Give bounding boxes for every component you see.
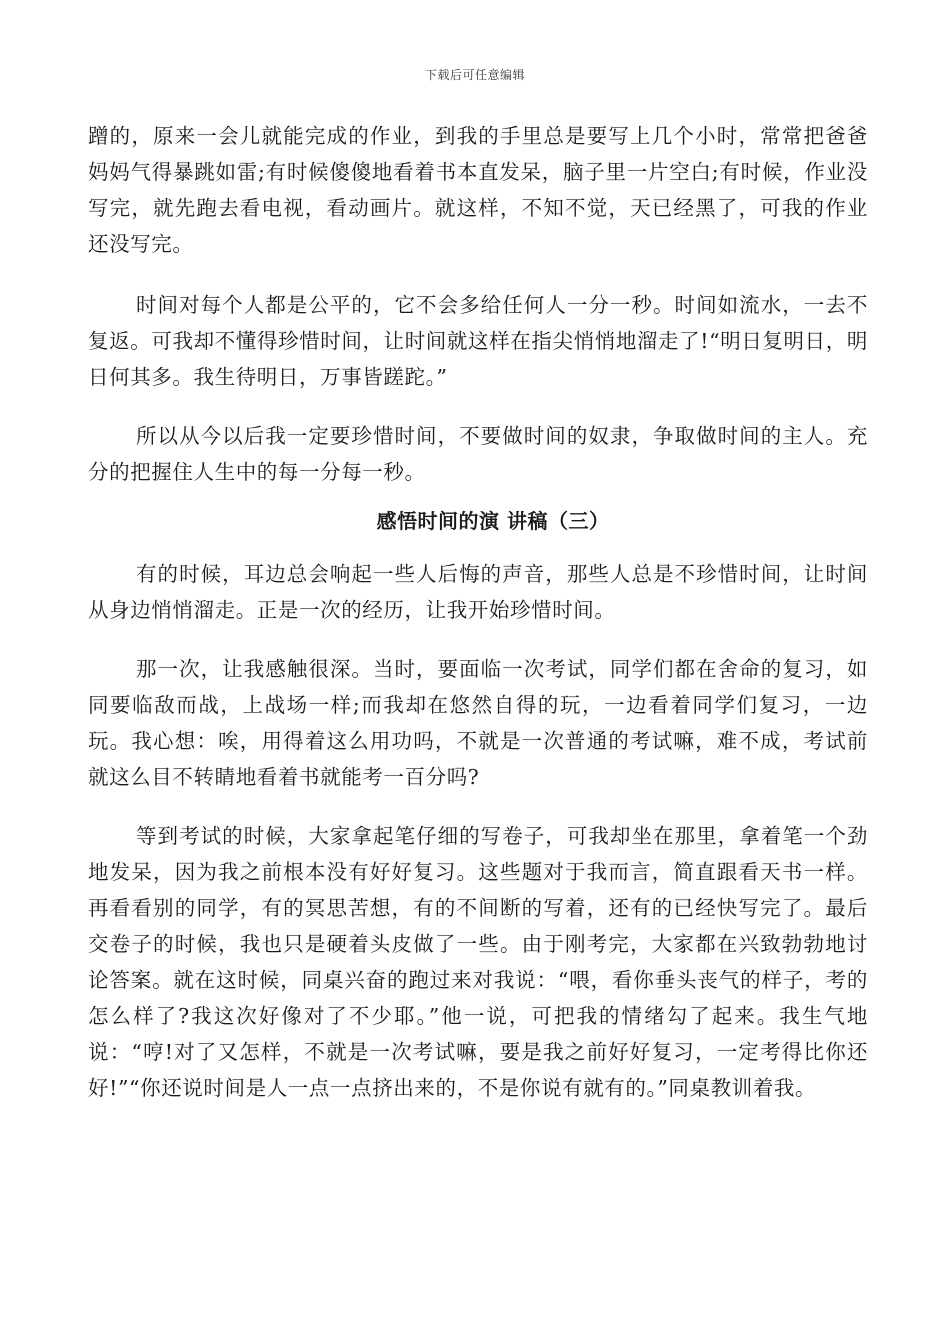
paragraph-6: 等到考试的时候，大家拿起笔仔细的写卷子，可我却坐在那里，拿着笔一个劲地发呆，因为我之前根本没有好好复习。这些题对于我而言，简直跟看天书一样。再看看别的同学，有的冥思苦想，有的不间断的写着，还有的已经快写完了。最后交卷子的时候，我也只是硬着头皮做了一些。由于刚考完，大家都在兴致勃勃地讨论答案。就在这时候，同桌兴奋的跑过来对我说：“喂，看你垂头丧气的样子，考的怎么样了?我这次好像对了不少耶。”他一说，可把我的情绪勾了起来。我生气地说：“哼!对了又怎样，不就是一次考试嘛，要是我之前好好复习，一定考得比你还好!”“你还说时间是人一点一点挤出来的，不是你说有就有的。”同桌教训着我。 <box>88 824 868 1100</box>
paragraph-4: 有的时候，耳边总会响起一些人后悔的声音，那些人总是不珍惜时间，让时间从身边悄悄溜走。正是一次的经历，让我开始珍惜时间。 <box>88 562 868 622</box>
document-body <box>88 118 868 1129</box>
paragraph-1: 蹭的，原来一会儿就能完成的作业，到我的手里总是要写上几个小时，常常把爸爸妈妈气得暴跳如雷;有时候傻傻地看着书本直发呆，脑子里一片空白;有时候，作业没写完，就先跑去看电视，看动画片。就这样，不知不觉，天已经黑了，可我的作业还没写完。 <box>88 124 868 256</box>
section-title: 感悟时间的演 讲稿（三） <box>376 509 610 533</box>
header-note: 下载后可任意编辑 <box>424 68 525 82</box>
paragraph-2: 时间对每个人都是公平的，它不会多给任何人一分一秒。时间如流水，一去不复返。可我却不懂得珍惜时间，让时间就这样在指尖悄悄地溜走了!“明日复明日，明日何其多。我生待明日，万事皆蹉跎。” <box>88 293 868 389</box>
paragraph-5: 那一次，让我感触很深。当时，要面临一次考试，同学们都在舍命的复习，如同要临敌而战，上战场一样;而我却在悠然自得的玩，一边看着同学们复习，一边玩。我心想：唉，用得着这么用功吗，不就是一次普通的考试嘛，难不成，考试前就这么目不转睛地看着书就能考一百分吗? <box>88 657 868 789</box>
paragraph-3: 所以从今以后我一定要珍惜时间，不要做时间的奴隶，争取做时间的主人。充分的把握住人生中的每一分每一秒。 <box>88 424 868 484</box>
